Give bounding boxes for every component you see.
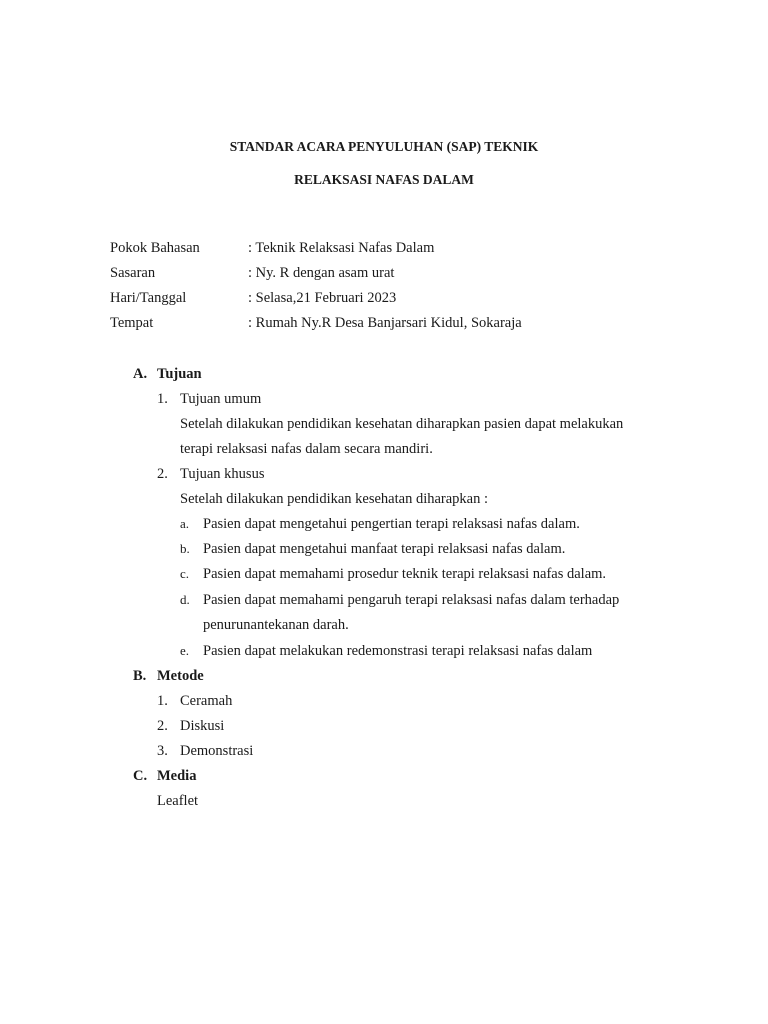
list-item: Demonstrasi bbox=[180, 743, 254, 759]
section-title-tujuan: Tujuan bbox=[157, 366, 202, 382]
section-title-metode: Metode bbox=[157, 668, 204, 684]
list-item: Pasien dapat mengetahui manfaat terapi relaksasi nafas dalam. bbox=[203, 541, 566, 557]
list-item: Pasien dapat melakukan redemonstrasi terapi relaksasi nafas dalam bbox=[203, 643, 593, 659]
document-title-line2: RELAKSASI NAFAS DALAM bbox=[294, 172, 474, 187]
list-number: 2. bbox=[157, 718, 168, 734]
list-item-continuation: penurunantekanan darah. bbox=[203, 617, 349, 633]
list-letter: a. bbox=[180, 516, 190, 531]
info-value-pokok-bahasan: : Teknik Relaksasi Nafas Dalam bbox=[248, 240, 435, 256]
section-letter-metode: B. bbox=[133, 668, 147, 684]
info-value-hari-tanggal: : Selasa,21 Februari 2023 bbox=[248, 290, 397, 306]
section-letter-media: C. bbox=[133, 768, 148, 784]
subsection-title-tujuan-umum: Tujuan umum bbox=[180, 391, 262, 407]
list-item: Diskusi bbox=[180, 718, 225, 734]
paragraph-line: Setelah dilakukan pendidikan kesehatan diharapkan pasien dapat melakukan bbox=[180, 416, 624, 432]
info-value-tempat: : Rumah Ny.R Desa Banjarsari Kidul, Sokaraja bbox=[248, 315, 522, 331]
list-letter: b. bbox=[180, 541, 190, 556]
info-label-hari-tanggal: Hari/Tanggal bbox=[110, 290, 187, 306]
info-label-pokok-bahasan: Pokok Bahasan bbox=[110, 240, 200, 256]
list-item: Pasien dapat memahami prosedur teknik terapi relaksasi nafas dalam. bbox=[203, 566, 607, 582]
list-number: 2. bbox=[157, 466, 168, 482]
list-item: Pasien dapat memahami pengaruh terapi relaksasi nafas dalam terhadap bbox=[203, 592, 620, 608]
media-text: Leaflet bbox=[157, 793, 199, 809]
list-number: 1. bbox=[157, 391, 168, 407]
section-letter-tujuan: A. bbox=[133, 366, 148, 382]
list-item: Ceramah bbox=[180, 693, 233, 709]
list-number: 3. bbox=[157, 743, 168, 759]
list-number: 1. bbox=[157, 693, 168, 709]
section-title-media: Media bbox=[157, 768, 197, 784]
paragraph-line: Setelah dilakukan pendidikan kesehatan diharapkan : bbox=[180, 491, 489, 507]
paragraph-line: terapi relaksasi nafas dalam secara mandiri. bbox=[180, 441, 433, 457]
list-letter: c. bbox=[180, 566, 190, 581]
list-letter: e. bbox=[180, 643, 190, 658]
info-value-sasaran: : Ny. R dengan asam urat bbox=[248, 265, 395, 281]
list-letter: d. bbox=[180, 592, 190, 607]
subsection-title-tujuan-khusus: Tujuan khusus bbox=[180, 466, 265, 482]
info-label-tempat: Tempat bbox=[110, 315, 154, 331]
list-item: Pasien dapat mengetahui pengertian terapi relaksasi nafas dalam. bbox=[203, 516, 580, 532]
info-label-sasaran: Sasaran bbox=[110, 265, 156, 281]
document-title: STANDAR ACARA PENYULUHAN (SAP) TEKNIK bbox=[229, 139, 539, 154]
